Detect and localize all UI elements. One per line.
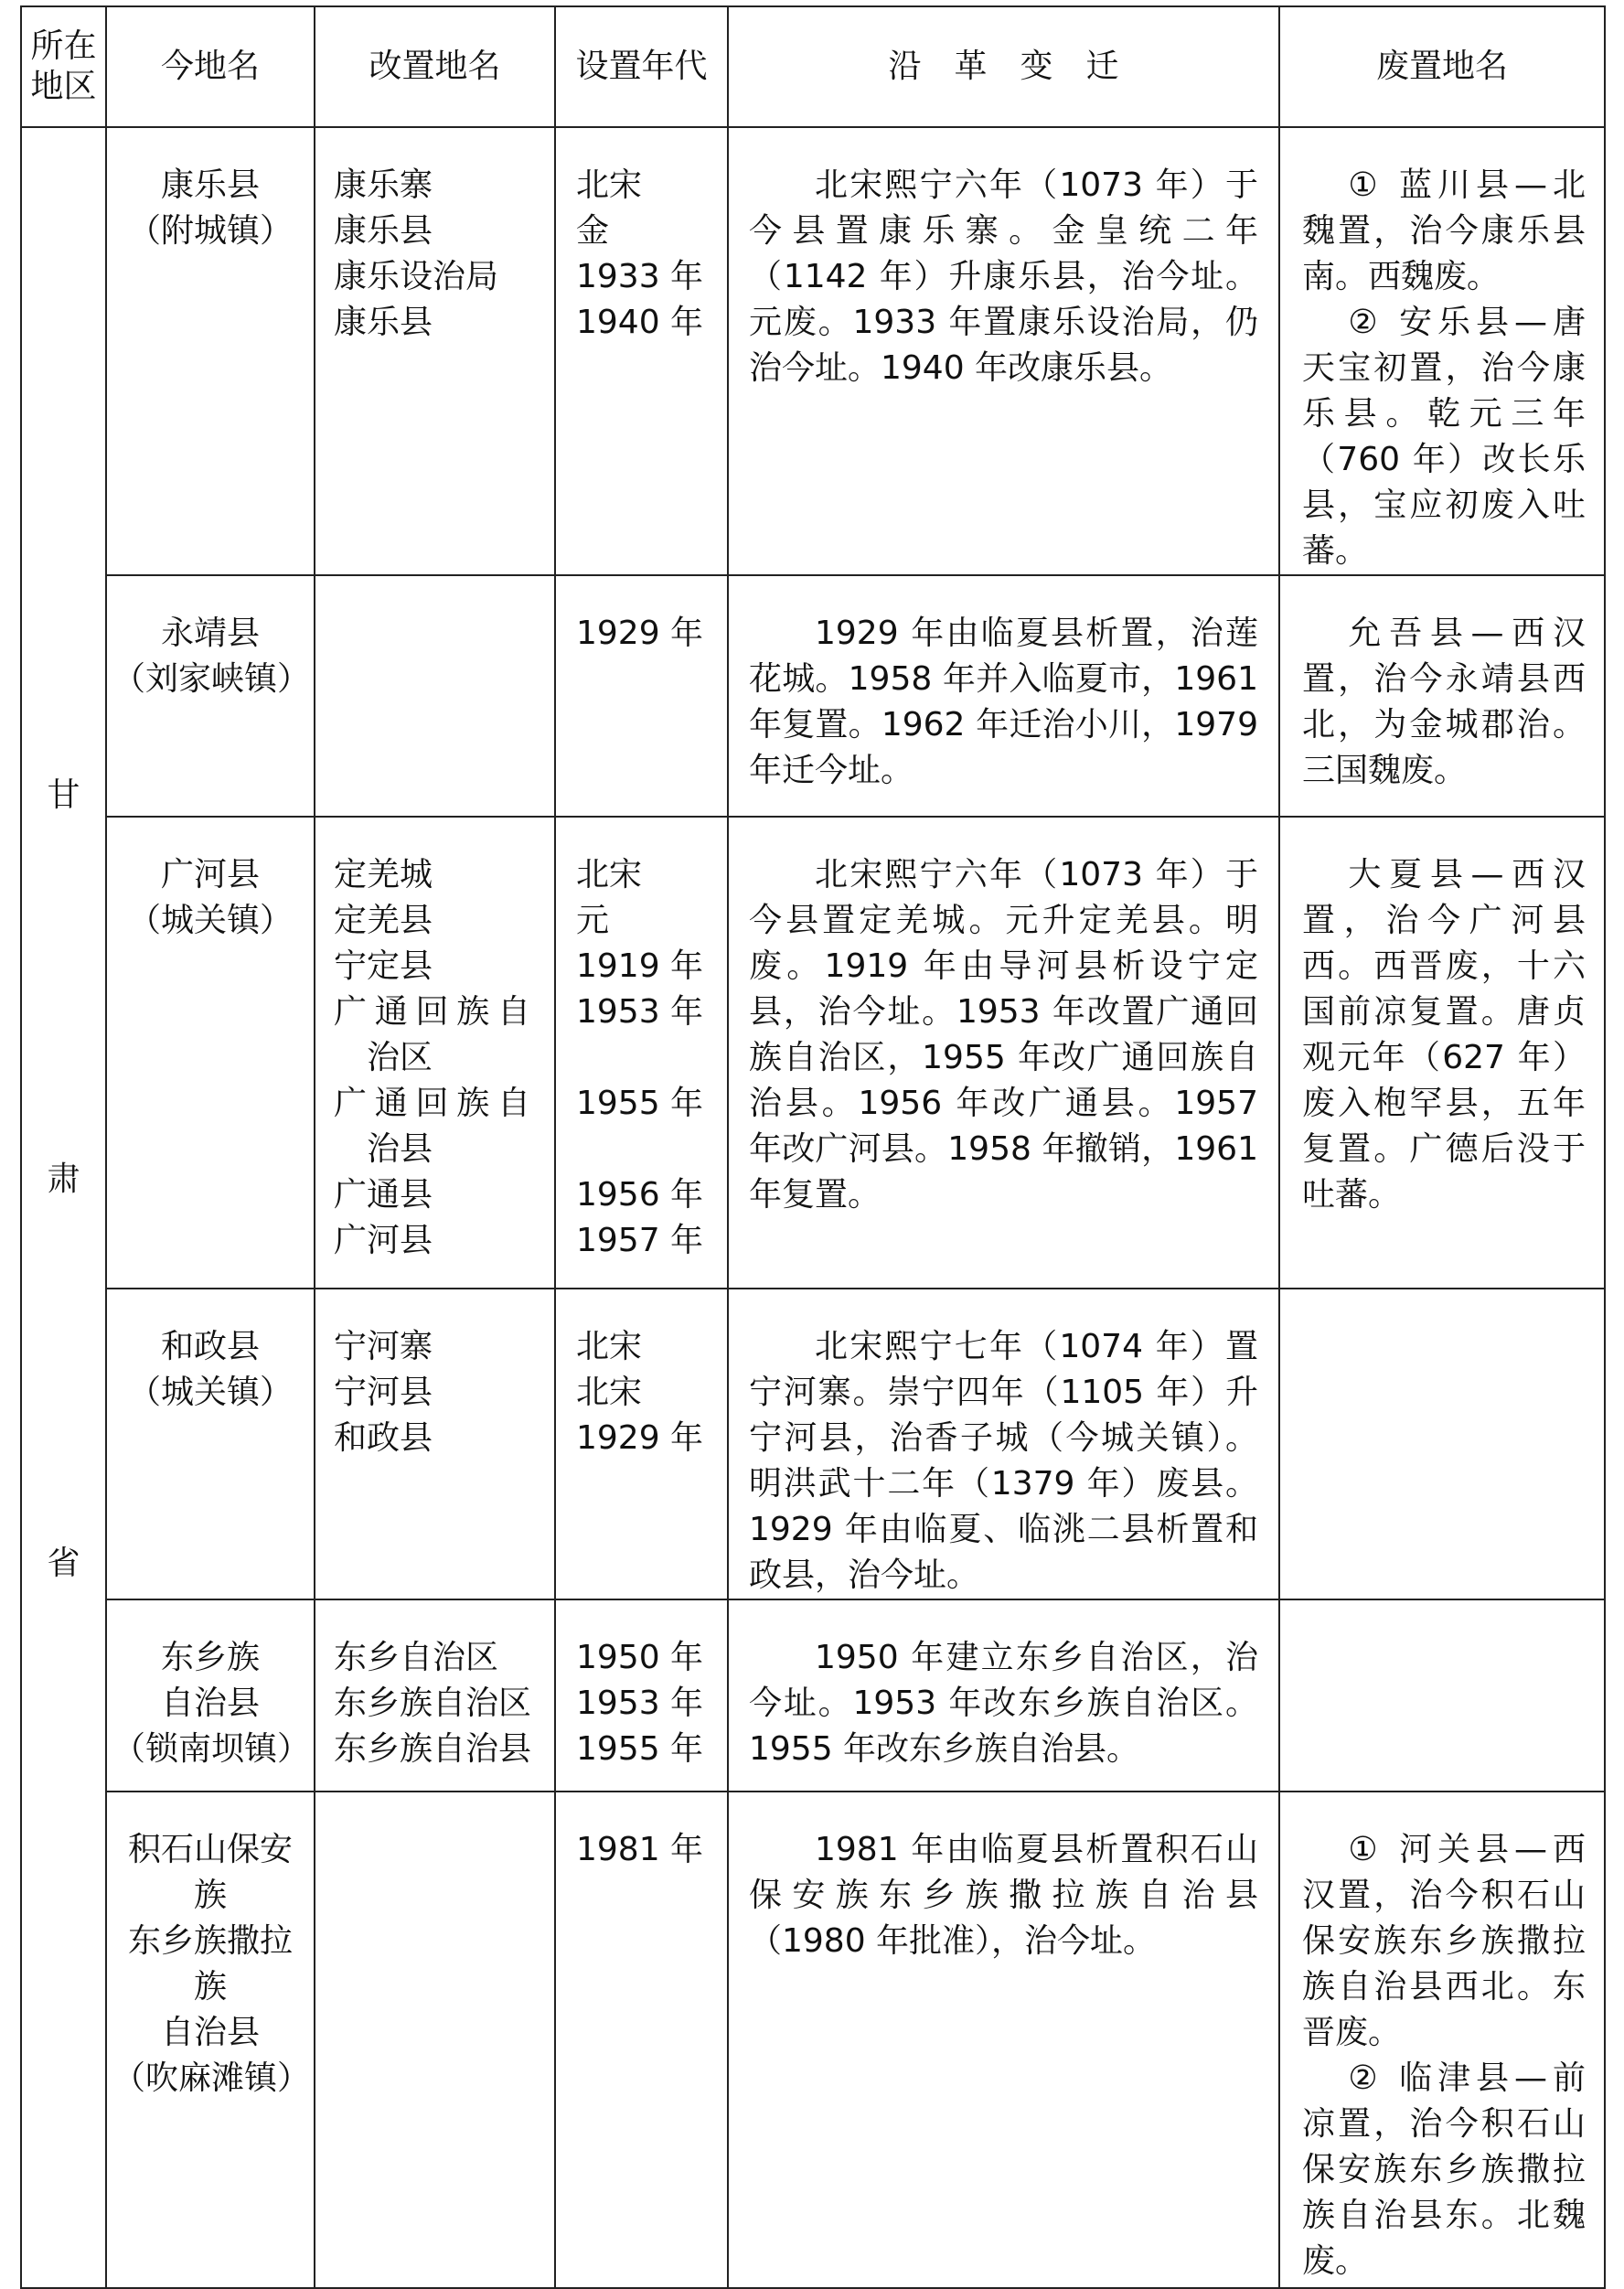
year-cell (555, 575, 728, 817)
changed-name-cell (315, 575, 555, 817)
table-row (21, 1792, 1605, 2288)
year-cell (555, 1792, 728, 2288)
header-year: 设置年代 (555, 6, 728, 127)
changed-name-cell (315, 1792, 555, 2288)
year-line: 北宋 (576, 1328, 643, 1365)
header-changed-name: 改置地名 (315, 6, 555, 127)
history-cell: 北宋熙宁六年（1073 年）于今县置定羌城。元升定羌县。明废。1919 年由导河县析设宁定县，治今址。1953 年改置广通回族自治区，1955 年改广通回族自治县。1956 年改广通县。1957 年改广河县。1958 年撤销，1961 年复置。 (728, 817, 1279, 1289)
changed-name-line: 广河县 (334, 1222, 433, 1259)
gazetteer-page (20, 5, 1604, 2280)
changed-name-line: 康乐县 (334, 304, 433, 341)
header-abolished: 废置地名 (1279, 6, 1605, 127)
current-name-line: （刘家峡镇） (112, 660, 311, 698)
abolished-entry: ① 蓝川县—北魏置，治今康乐县南。西魏废。 (1302, 166, 1586, 295)
abolished-entry: 大夏县—西汉置，治今广河县西。西晋废，十六国前凉复置。唐贞观元年（627 年）废入枹罕县，五年复置。广德后没于吐蕃。 (1302, 856, 1586, 1214)
year-line: 1953 年 (576, 1685, 704, 1722)
table-row (21, 1599, 1605, 1792)
changed-name-line: 广通县 (334, 1176, 433, 1214)
year-cell (555, 1289, 728, 1599)
changed-name-line: 广通回族自 (334, 993, 530, 1031)
year-cell (555, 127, 728, 575)
changed-name-line: 宁河寨 (334, 1328, 433, 1365)
year-line (576, 1035, 721, 1081)
abolished-cell (1279, 817, 1605, 1289)
changed-name-line: 东乡族自治区 (334, 1685, 532, 1722)
history-cell: 1929 年由临夏县析置，治莲花城。1958 年并入临夏市，1961 年复置。1962 年迁治小川，1979 年迁今址。 (728, 575, 1279, 817)
current-name-line: （吹麻滩镇） (112, 2059, 311, 2097)
current-name-line: （锁南坝镇） (112, 1730, 311, 1768)
place-name-table (20, 5, 1606, 2289)
changed-name-line: 东乡自治区 (334, 1639, 499, 1676)
year-cell (555, 1599, 728, 1792)
year-line: 北宋 (576, 856, 643, 893)
current-name-line: 积石山保安族 (127, 1831, 293, 1914)
changed-name-line: 治县 (367, 1130, 433, 1168)
abolished-entry: ② 临津县—前凉置，治今积石山保安族东乡族撒拉族自治县东。北魏废。 (1302, 2059, 1586, 2280)
table-row (21, 817, 1605, 1289)
abolished-entry: 允吾县—西汉置，治今永靖县西北，为金城郡治。三国魏废。 (1302, 615, 1586, 789)
current-name-line: （城关镇） (127, 1374, 293, 1411)
year-line: 1950 年 (576, 1639, 704, 1676)
year-line: 1929 年 (576, 615, 704, 652)
current-name-cell (106, 575, 315, 817)
current-name-cell (106, 127, 315, 575)
current-name-line: （城关镇） (127, 902, 293, 939)
current-name-line: 自治县 (160, 1685, 260, 1722)
region-char: 肃 (47, 1161, 80, 1198)
history-cell: 1981 年由临夏县析置积石山保安族东乡族撒拉族自治县（1980 年批准），治今址。 (728, 1792, 1279, 2288)
year-line (576, 1127, 721, 1172)
current-name-line: 东乡族 (160, 1639, 260, 1676)
changed-name-cell (315, 817, 555, 1289)
history-cell: 北宋熙宁七年（1074 年）置宁河寨。崇宁四年（1105 年）升宁河县，治香子城（今城关镇）。明洪武十二年（1379 年）废县。1929 年由临夏、临洮二县析置和政县，治今址。 (728, 1289, 1279, 1599)
abolished-entry: ② 安乐县—唐天宝初置，治今康乐县。乾元三年（760 年）改长乐县，宝应初废入吐蕃。 (1302, 304, 1586, 570)
current-name-line: 自治县 (160, 2014, 260, 2051)
changed-name-line: 康乐寨 (334, 166, 433, 204)
year-line: 北宋 (576, 1374, 643, 1411)
year-line: 1981 年 (576, 1831, 704, 1868)
changed-name-cell (315, 1289, 555, 1599)
year-line: 元 (576, 902, 610, 939)
changed-name-line: 和政县 (334, 1419, 433, 1457)
changed-name-line: 康乐县 (334, 212, 433, 250)
year-line: 金 (576, 212, 610, 250)
changed-name-line: 宁定县 (334, 947, 433, 985)
current-name-line: 东乡族撒拉族 (127, 1922, 293, 2006)
year-line: 1955 年 (576, 1730, 704, 1768)
header-region: 所在地区 (21, 6, 106, 127)
changed-name-line: 东乡族自治县 (334, 1730, 532, 1768)
abolished-cell (1279, 1792, 1605, 2288)
year-line: 1929 年 (576, 1419, 704, 1457)
abolished-entry: ① 河关县—西汉置，治今积石山保安族东乡族撒拉族自治县西北。东晋废。 (1302, 1831, 1586, 2051)
table-row (21, 1289, 1605, 1599)
header-current-name: 今地名 (106, 6, 315, 127)
abolished-cell (1279, 575, 1605, 817)
current-name-line: （附城镇） (127, 212, 293, 250)
header-row (21, 6, 1605, 127)
changed-name-line: 定羌县 (334, 902, 433, 939)
changed-name-line: 宁河县 (334, 1374, 433, 1411)
year-cell (555, 817, 728, 1289)
table-row (21, 127, 1605, 575)
current-name-line: 永靖县 (160, 615, 260, 652)
year-line: 1940 年 (576, 304, 704, 341)
changed-name-cell (315, 127, 555, 575)
year-line: 北宋 (576, 166, 643, 204)
header-history: 沿 革 变 迁 (728, 6, 1279, 127)
current-name-cell (106, 1792, 315, 2288)
year-line: 1955 年 (576, 1085, 704, 1122)
current-name-line: 和政县 (160, 1328, 260, 1365)
year-line: 1919 年 (576, 947, 704, 985)
changed-name-line: 定羌城 (334, 856, 433, 893)
current-name-line: 广河县 (160, 856, 260, 893)
region-char: 省 (47, 1545, 80, 1582)
current-name-cell (106, 1289, 315, 1599)
year-line: 1957 年 (576, 1222, 704, 1259)
abolished-cell (1279, 1289, 1605, 1599)
changed-name-cell (315, 1599, 555, 1792)
table-row (21, 575, 1605, 817)
abolished-cell (1279, 127, 1605, 575)
region-char: 甘 (47, 776, 80, 814)
abolished-cell (1279, 1599, 1605, 1792)
year-line: 1933 年 (576, 258, 704, 295)
changed-name-line: 康乐设治局 (334, 258, 499, 295)
history-cell: 1950 年建立东乡自治区，治今址。1953 年改东乡族自治区。1955 年改东乡族自治县。 (728, 1599, 1279, 1792)
year-line: 1956 年 (576, 1176, 704, 1214)
current-name-line: 康乐县 (160, 166, 260, 204)
current-name-cell (106, 1599, 315, 1792)
current-name-cell (106, 817, 315, 1289)
history-cell: 北宋熙宁六年（1073 年）于今县置康乐寨。金皇统二年（1142 年）升康乐县，治今址。元废。1933 年置康乐设治局，仍治今址。1940 年改康乐县。 (728, 127, 1279, 575)
region-cell (21, 127, 106, 2288)
changed-name-line: 治区 (367, 1039, 433, 1076)
year-line: 1953 年 (576, 993, 704, 1031)
changed-name-line: 广通回族自 (334, 1085, 530, 1122)
